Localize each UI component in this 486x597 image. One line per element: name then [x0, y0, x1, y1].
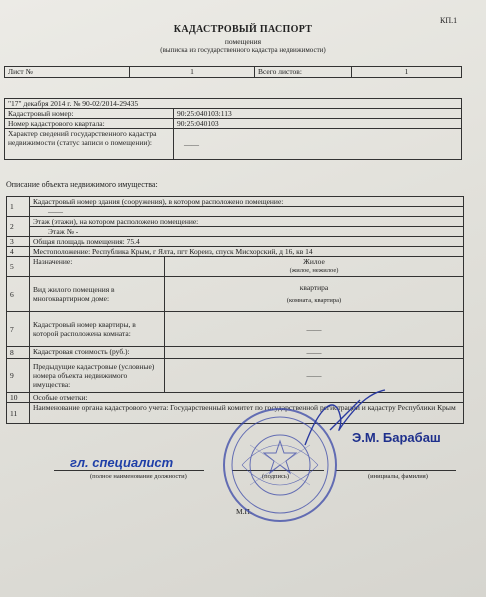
purpose-cell	[165, 257, 464, 277]
purpose-label: Назначение:	[30, 257, 165, 277]
signature-caption: (подпись)	[262, 473, 289, 480]
row-number: 9	[7, 359, 30, 393]
registry-authority-label: Наименование органа кадастрового учета: Государственный комитет по государственной регистрации и кадастру Республики Крым	[30, 403, 464, 424]
dwelling-type-value: квартира	[299, 283, 329, 292]
quarter-number-value: 90:25:040103	[174, 119, 462, 129]
dwelling-type-cell	[165, 277, 464, 312]
apartment-number-label: Кадастровый номер квартиры, в которой расположена комната:	[30, 312, 165, 347]
sheet-count-table	[4, 66, 462, 78]
name-caption: (инициалы, фамилия)	[368, 473, 428, 480]
description-table	[6, 196, 464, 424]
dwelling-type-label: Вид жилого помещения в многоквартирном доме:	[30, 277, 165, 312]
purpose-note: (жилое, нежилое)	[289, 267, 339, 274]
special-notes-label: Особые отметки:	[30, 393, 464, 403]
position-underline	[54, 470, 204, 471]
row-number: 8	[7, 347, 30, 359]
previous-numbers-value: ——	[165, 359, 464, 393]
description-title: Описание объекта недвижимого имущества:	[6, 180, 158, 189]
floor-label: Этаж (этажи), на котором расположено помещение:	[30, 217, 464, 227]
row-number: 7	[7, 312, 30, 347]
position-handwritten: гл. специалист	[70, 455, 174, 470]
header-table	[4, 98, 462, 160]
document-subtitle-note: (выписка из государственного кадастра недвижимости)	[160, 46, 326, 54]
location-label: Местоположение: Республика Крым, г Ялта, пгт Кореиз, спуск Мисхорский, д 16, кв 14	[30, 247, 464, 257]
sheet-value: 1	[130, 67, 255, 78]
building-number-value: ——	[30, 207, 464, 217]
apartment-number-value: ——	[165, 312, 464, 347]
row-number: 5	[7, 257, 30, 277]
total-sheets-value: 1	[352, 67, 462, 78]
quarter-number-label: Номер кадастрового квартала:	[5, 119, 174, 129]
seal-place-label: М.П.	[236, 507, 252, 516]
name-underline	[336, 470, 456, 471]
total-sheets-label: Всего листов:	[255, 67, 352, 78]
signer-name-handwritten: Э.М. Барабаш	[352, 430, 441, 445]
row-number: 4	[7, 247, 30, 257]
document-subtitle: помещения	[224, 37, 262, 46]
handwritten-signature	[300, 385, 390, 455]
row-number: 6	[7, 277, 30, 312]
sheet-label: Лист №	[5, 67, 130, 78]
floor-value: Этаж № -	[30, 227, 464, 237]
building-number-label: Кадастровый номер здания (сооружения), в котором расположено помещение:	[30, 197, 464, 207]
record-status-value: ——	[174, 129, 462, 160]
record-status-label: Характер сведений государственного кадастра недвижимости (статус записи о помещении):	[5, 129, 174, 160]
document-title: КАДАСТРОВЫЙ ПАСПОРТ	[173, 24, 313, 35]
row-number: 3	[7, 237, 30, 247]
purpose-value: Жилое	[303, 257, 325, 266]
position-caption: (полное наименование должности)	[90, 473, 187, 480]
row-number: 11	[7, 403, 30, 424]
cadastral-number-value: 90:25:040103:113	[174, 109, 462, 119]
cadastral-value-value: ——	[165, 347, 464, 359]
dwelling-type-note: (комната, квартира)	[286, 297, 342, 304]
row-number: 1	[7, 197, 30, 217]
form-code: КП.1	[440, 16, 458, 25]
row-number: 2	[7, 217, 30, 237]
area-label: Общая площадь помещения: 75.4	[30, 237, 464, 247]
previous-numbers-label: Предыдущие кадастровые (условные) номера объекта недвижимого имущества:	[30, 359, 165, 393]
date-number: "17" декабря 2014 г. № 90-02/2014-29435	[5, 99, 462, 109]
cadastral-value-label: Кадастровая стоимость (руб.):	[30, 347, 165, 359]
cadastral-number-label: Кадастровый номер:	[5, 109, 174, 119]
row-number: 10	[7, 393, 30, 403]
